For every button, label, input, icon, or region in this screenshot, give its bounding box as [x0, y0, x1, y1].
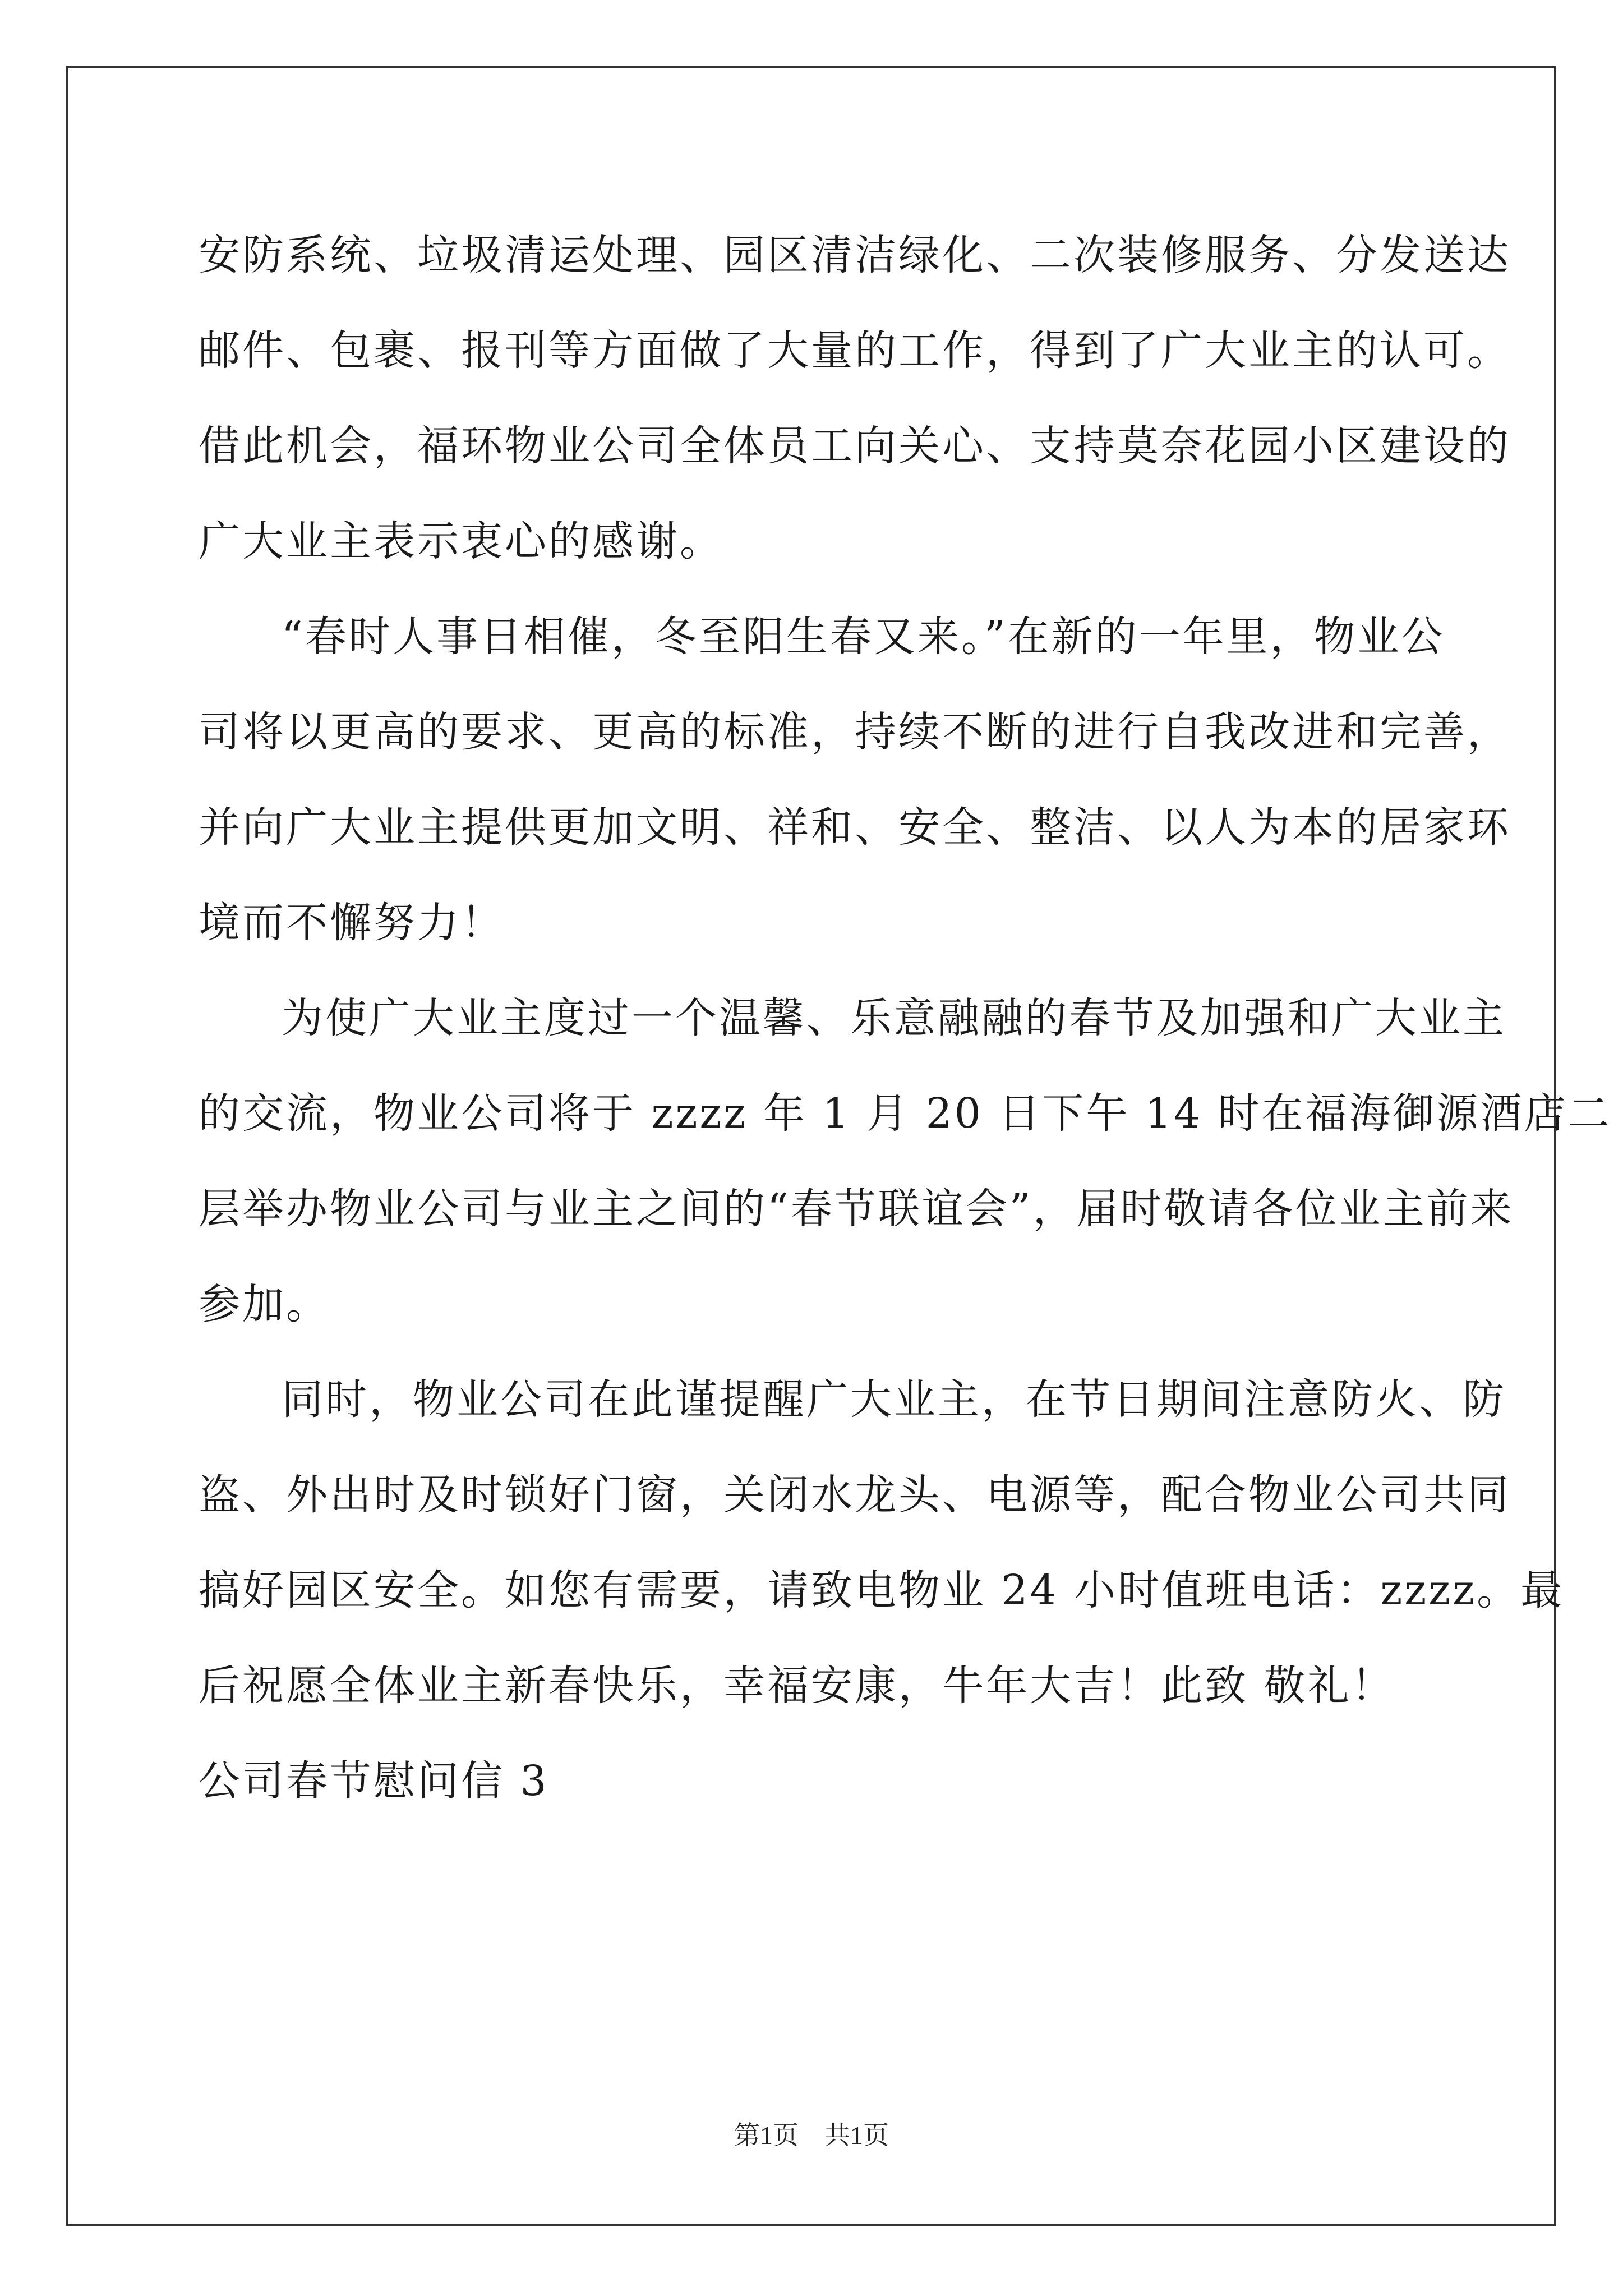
text-line: 盗、外出时及时锁好门窗，关闭水龙头、电源等，配合物业公司共同 [199, 1471, 1511, 1519]
paragraph-start-line: “春时人事日相催，冬至阳生春又来。”在新的一年里，物业公 [282, 613, 1445, 661]
text-line: 安防系统、垃圾清运处理、园区清洁绿化、二次装修服务、分发送达 [199, 231, 1511, 279]
paragraph-start-line: 同时，物业公司在此谨提醒广大业主，在节日期间注意防火、防 [282, 1375, 1506, 1424]
text-line: 搞好园区安全。如您有需要，请致电物业 24 小时值班电话：zzzz。最 [199, 1566, 1565, 1614]
page-number-footer: 第1页 共1页 [734, 2121, 889, 2150]
text-line: 借此机会，福环物业公司全体员工向关心、支持莫奈花园小区建设的 [199, 422, 1511, 470]
paragraph-start-line: 为使广大业主度过一个温馨、乐意融融的春节及加强和广大业主 [282, 994, 1506, 1042]
text-line: 邮件、包裹、报刊等方面做了大量的工作，得到了广大业主的认可。 [199, 326, 1511, 375]
document-body [199, 208, 1612, 1829]
text-line: 后祝愿全体业主新春快乐，幸福安康，牛年大吉！此致 敬礼！ [199, 1662, 1395, 1710]
text-line: 的交流，物业公司将于 zzzz 年 1 月 20 日下午 14 时在福海御源酒店二 [199, 1089, 1612, 1138]
text-line: 并向广大业主提供更加文明、祥和、安全、整洁、以人为本的居家环 [199, 803, 1511, 852]
text-line: 司将以更高的要求、更高的标准，持续不断的进行自我改进和完善， [199, 708, 1511, 756]
text-line: 广大业主表示衷心的感谢。 [199, 517, 723, 565]
section-heading: 公司春节慰问信 3 [199, 1757, 549, 1805]
text-line: 参加。 [199, 1280, 330, 1328]
text-line: 层举办物业公司与业主之间的“春节联谊会”，届时敬请各位业主前来 [199, 1185, 1514, 1233]
text-line: 境而不懈努力！ [199, 899, 505, 947]
